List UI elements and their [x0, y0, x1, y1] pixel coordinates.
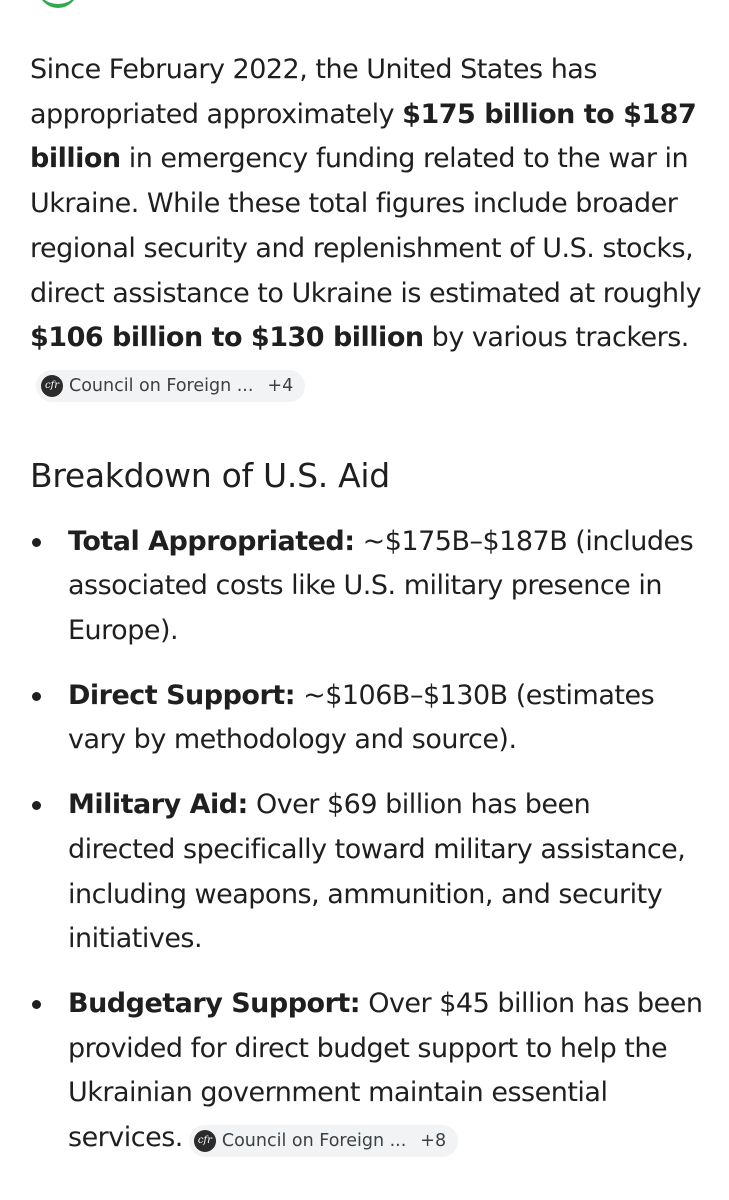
section-heading: Breakdown of U.S. Aid	[30, 455, 390, 495]
list-item	[30, 520, 705, 654]
source-chip-count: +8	[420, 1130, 447, 1151]
bullet-dot-icon	[32, 538, 41, 547]
ai-answer-content	[30, 48, 705, 1181]
bullet-dot-icon	[32, 692, 41, 701]
intro-total-range: $175 billion to $187 billion	[30, 98, 697, 175]
list-item	[30, 783, 705, 962]
list-item-label: Direct Support:	[68, 679, 295, 711]
list-item-text: ~$106B–$130B (estimates vary by methodology and source).	[68, 679, 655, 756]
list-item-text: Over $45 billion has been provided for direct budget support to help the Ukrainian government maintain essential services.	[68, 987, 703, 1154]
bullet-dot-icon	[32, 1000, 41, 1009]
cfr-logo-icon: cfr	[41, 375, 63, 397]
intro-text-2: in emergency funding related to the war in Ukraine. While these total figures include broader regional security and replenishment of U.S. stocks, direct assistance to Ukraine is estimated at roughly	[30, 143, 702, 309]
avatar-ring-arc	[38, 0, 78, 8]
list-item-text: ~$175B–$187B (includes associated costs like U.S. military presence in Europe).	[68, 525, 694, 647]
source-chip-label: Council on Foreign ...	[221, 1130, 407, 1151]
source-chip-count: +4	[267, 375, 294, 396]
cfr-logo-icon: cfr	[194, 1130, 216, 1152]
intro-paragraph	[30, 48, 705, 406]
list-item	[30, 674, 705, 763]
intro-text-1: Since February 2022, the United States has appropriated approximately	[30, 54, 597, 130]
intro-direct-range: $106 billion to $130 billion	[30, 322, 424, 354]
intro-text-3: by various trackers.	[423, 322, 689, 354]
list-item-text: Over $69 billion has been directed specifically toward military assistance, including weapons, ammunition, and security initiatives.	[68, 789, 686, 955]
list-item	[30, 982, 705, 1161]
list-item-label: Military Aid:	[68, 789, 248, 821]
bullet-dot-icon	[32, 801, 41, 810]
source-chip-label: Council on Foreign ...	[69, 375, 254, 396]
list-item-label: Budgetary Support:	[68, 987, 361, 1019]
aid-breakdown-list	[30, 520, 705, 1161]
source-chip[interactable]	[36, 370, 305, 402]
source-chip[interactable]	[189, 1125, 458, 1157]
list-item-label: Total Appropriated:	[68, 525, 355, 557]
